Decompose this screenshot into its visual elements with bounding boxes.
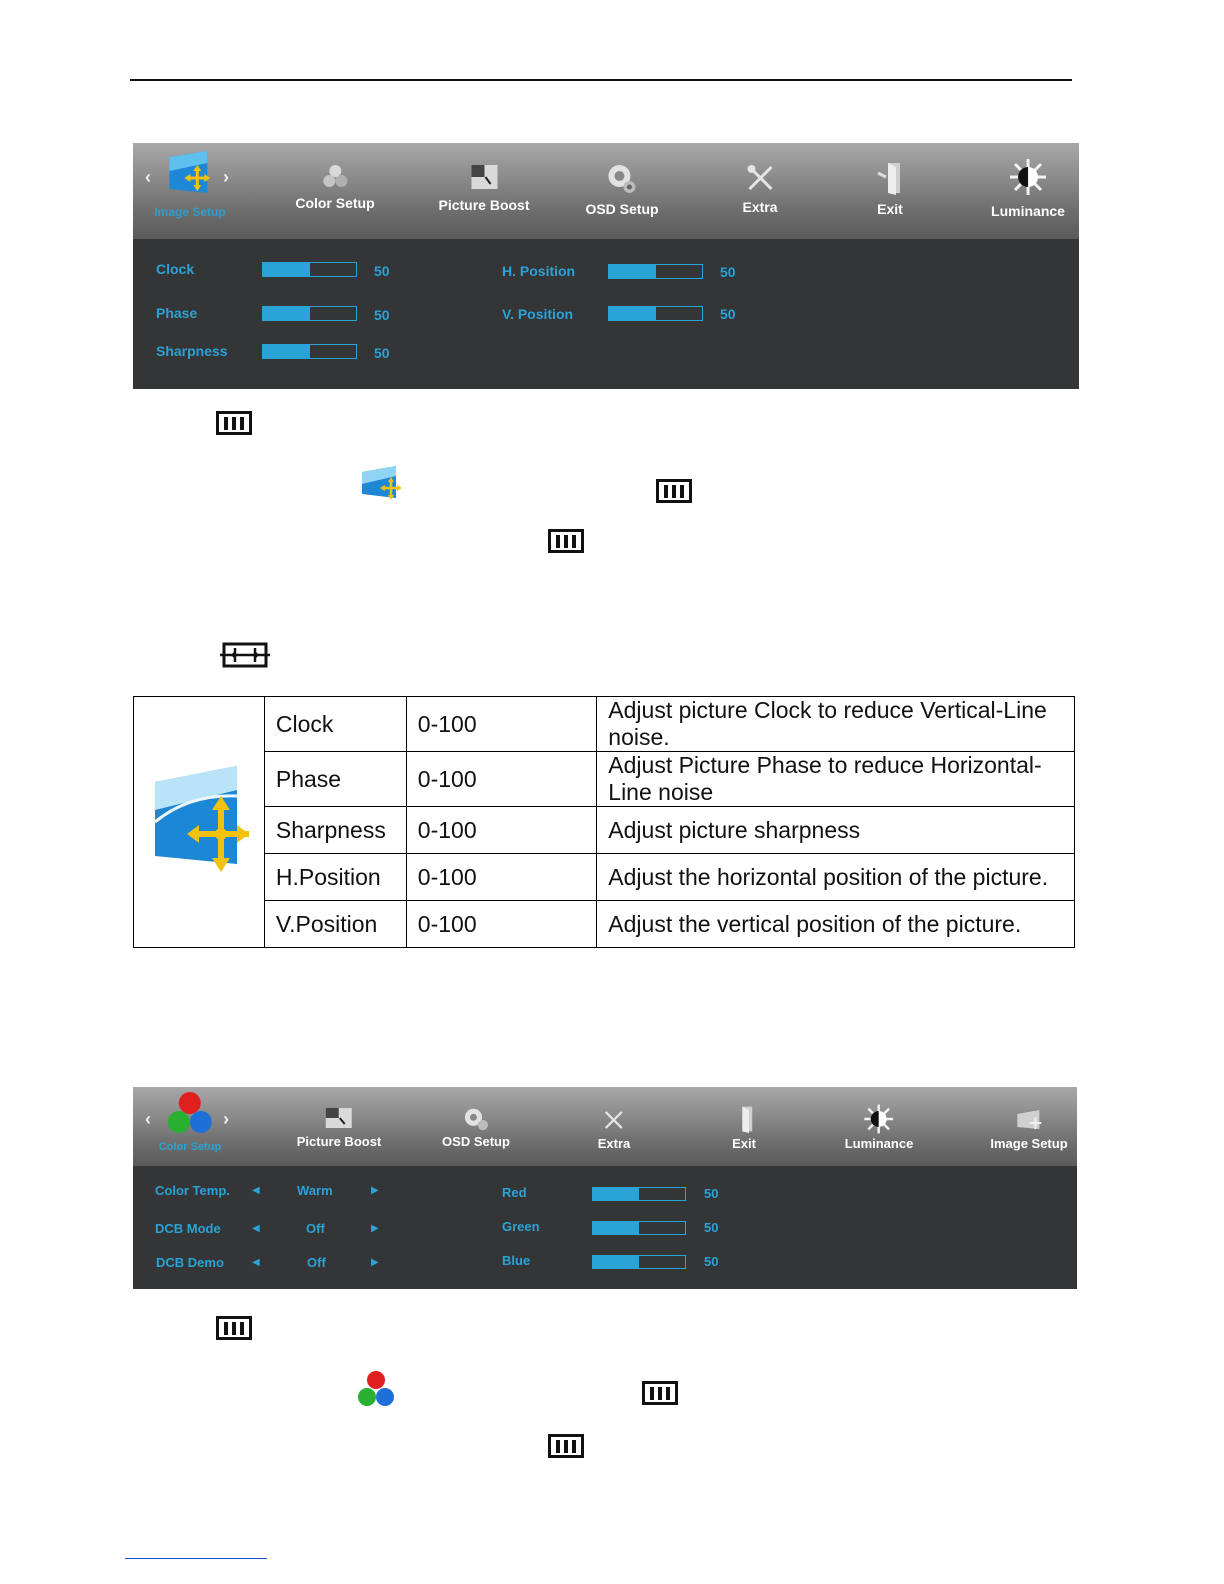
osd-color-setup-panel [133, 1087, 1077, 1289]
tab-label: Luminance [844, 1136, 914, 1151]
luminance-icon [863, 1103, 895, 1135]
dcb-mode-value: Off [306, 1221, 325, 1236]
green-slider[interactable] [592, 1221, 686, 1235]
param-name: Clock [264, 697, 406, 752]
picture-boost-icon [469, 163, 499, 191]
auto-adjust-button-icon [220, 640, 270, 670]
osd-setup-icon [462, 1107, 490, 1131]
param-desc: Adjust picture sharpness [597, 807, 1075, 854]
tab-extra[interactable] [598, 1109, 631, 1151]
menu-button-icon [548, 1434, 584, 1458]
osd-settings-area [133, 1166, 1077, 1289]
green-label: Green [502, 1219, 540, 1234]
tab-label: Image Setup [990, 1136, 1068, 1151]
tab-label: OSD Setup [442, 1134, 510, 1149]
table-row [134, 807, 1075, 854]
tab-color-setup[interactable] [159, 1091, 221, 1153]
osd-setup-icon [606, 163, 638, 195]
sharpness-slider[interactable] [262, 344, 357, 359]
next-arrow-icon[interactable]: › [223, 167, 229, 187]
red-label: Red [502, 1185, 527, 1200]
tab-label: Picture Boost [296, 1134, 382, 1149]
osd-tab-bar [133, 1087, 1077, 1166]
osd-settings-area [133, 239, 1079, 389]
h-position-label: H. Position [502, 263, 576, 279]
green-value: 50 [704, 1220, 719, 1235]
table-row [134, 697, 1075, 752]
clock-label: Clock [156, 261, 195, 277]
v-position-slider[interactable] [608, 306, 703, 321]
h-position-slider[interactable] [608, 264, 703, 279]
next-arrow-icon[interactable]: › [223, 1109, 229, 1129]
extra-icon [602, 1109, 626, 1131]
param-range: 0-100 [406, 901, 596, 948]
exit-icon [876, 161, 904, 195]
image-setup-table [133, 696, 1075, 948]
menu-button-icon [548, 529, 584, 553]
phase-slider[interactable] [262, 306, 357, 321]
param-name: H.Position [264, 854, 406, 901]
param-range: 0-100 [406, 697, 596, 752]
luminance-icon [1008, 157, 1048, 197]
tab-osd-setup[interactable] [442, 1107, 510, 1149]
tab-label: Extra [742, 199, 778, 215]
param-desc: Adjust picture Clock to reduce Vertical-Line noise. [597, 697, 1075, 752]
tab-extra[interactable] [742, 163, 777, 215]
tab-label: OSD Setup [585, 201, 659, 217]
osd-tab-bar [133, 143, 1079, 239]
prev-arrow-icon[interactable]: ‹ [145, 1109, 151, 1129]
tab-label: Image Setup [154, 205, 226, 219]
tab-label: Extra [597, 1136, 631, 1151]
header-rule [130, 79, 1072, 81]
sharpness-value: 50 [374, 345, 390, 361]
exit-icon [732, 1105, 756, 1133]
left-arrow-icon[interactable]: ◀ [252, 1223, 260, 1234]
red-slider[interactable] [592, 1187, 686, 1201]
tab-label: Exit [732, 1136, 756, 1151]
tab-label: Luminance [991, 203, 1065, 219]
tab-image-setup[interactable] [154, 149, 225, 219]
param-desc: Adjust the horizontal position of the picture. [597, 854, 1075, 901]
osd-image-setup-panel [133, 143, 1079, 389]
right-arrow-icon[interactable]: ▶ [371, 1185, 379, 1196]
param-range: 0-100 [406, 807, 596, 854]
tab-label: Color Setup [158, 1141, 222, 1153]
menu-button-icon [216, 411, 252, 435]
tab-exit[interactable] [876, 161, 904, 217]
v-position-label: V. Position [502, 306, 574, 322]
image-setup-icon [1015, 1109, 1043, 1131]
tab-label: Exit [877, 201, 903, 217]
phase-label: Phase [156, 305, 198, 321]
footer-rule [125, 1558, 267, 1559]
picture-boost-icon [325, 1107, 353, 1129]
param-desc: Adjust the vertical position of the picture. [597, 901, 1075, 948]
dcb-mode-label: DCB Mode [155, 1221, 221, 1236]
tab-picture-boost[interactable] [438, 163, 529, 213]
table-row [134, 854, 1075, 901]
red-value: 50 [704, 1186, 719, 1201]
right-arrow-icon[interactable]: ▶ [371, 1223, 379, 1234]
blue-value: 50 [704, 1254, 719, 1269]
menu-button-icon [216, 1316, 252, 1340]
table-icon-cell [134, 697, 265, 948]
dcb-demo-value: Off [307, 1255, 326, 1270]
param-name: Phase [264, 752, 406, 807]
blue-slider[interactable] [592, 1255, 686, 1269]
param-name: V.Position [264, 901, 406, 948]
param-range: 0-100 [406, 752, 596, 807]
menu-button-icon [656, 479, 692, 503]
right-arrow-icon[interactable]: ▶ [371, 1257, 379, 1268]
tab-osd-setup[interactable] [585, 163, 658, 217]
blue-label: Blue [502, 1253, 531, 1268]
image-setup-icon [149, 764, 249, 874]
color-setup-icon [322, 163, 348, 189]
tab-luminance[interactable] [845, 1103, 914, 1151]
image-setup-icon [167, 149, 213, 197]
sharpness-label: Sharpness [156, 343, 228, 359]
clock-slider[interactable] [262, 262, 357, 277]
color-setup-icon [356, 1370, 396, 1408]
color-temp-label: Color Temp. [155, 1183, 230, 1198]
tab-picture-boost[interactable] [297, 1107, 382, 1149]
dcb-demo-label: DCB Demo [156, 1255, 224, 1270]
prev-arrow-icon[interactable]: ‹ [145, 167, 151, 187]
color-temp-value: Warm [297, 1183, 333, 1198]
tab-color-setup[interactable] [295, 163, 374, 211]
clock-value: 50 [374, 263, 390, 279]
phase-value: 50 [374, 307, 390, 323]
tab-label: Picture Boost [438, 197, 530, 213]
extra-icon [745, 163, 775, 193]
param-desc: Adjust Picture Phase to reduce Horizontal-Line noise [597, 752, 1075, 807]
left-arrow-icon[interactable]: ◀ [252, 1257, 260, 1268]
menu-button-icon [642, 1381, 678, 1405]
table-row [134, 752, 1075, 807]
param-range: 0-100 [406, 854, 596, 901]
tab-image-setup[interactable] [990, 1109, 1067, 1151]
tab-label: Color Setup [295, 195, 375, 211]
color-setup-icon [166, 1091, 214, 1135]
param-name: Sharpness [264, 807, 406, 854]
tab-luminance[interactable] [991, 157, 1065, 219]
v-position-value: 50 [720, 306, 736, 322]
tab-exit[interactable] [732, 1105, 756, 1151]
h-position-value: 50 [720, 264, 736, 280]
image-setup-icon [360, 464, 406, 502]
table-row [134, 901, 1075, 948]
left-arrow-icon[interactable]: ◀ [252, 1185, 260, 1196]
